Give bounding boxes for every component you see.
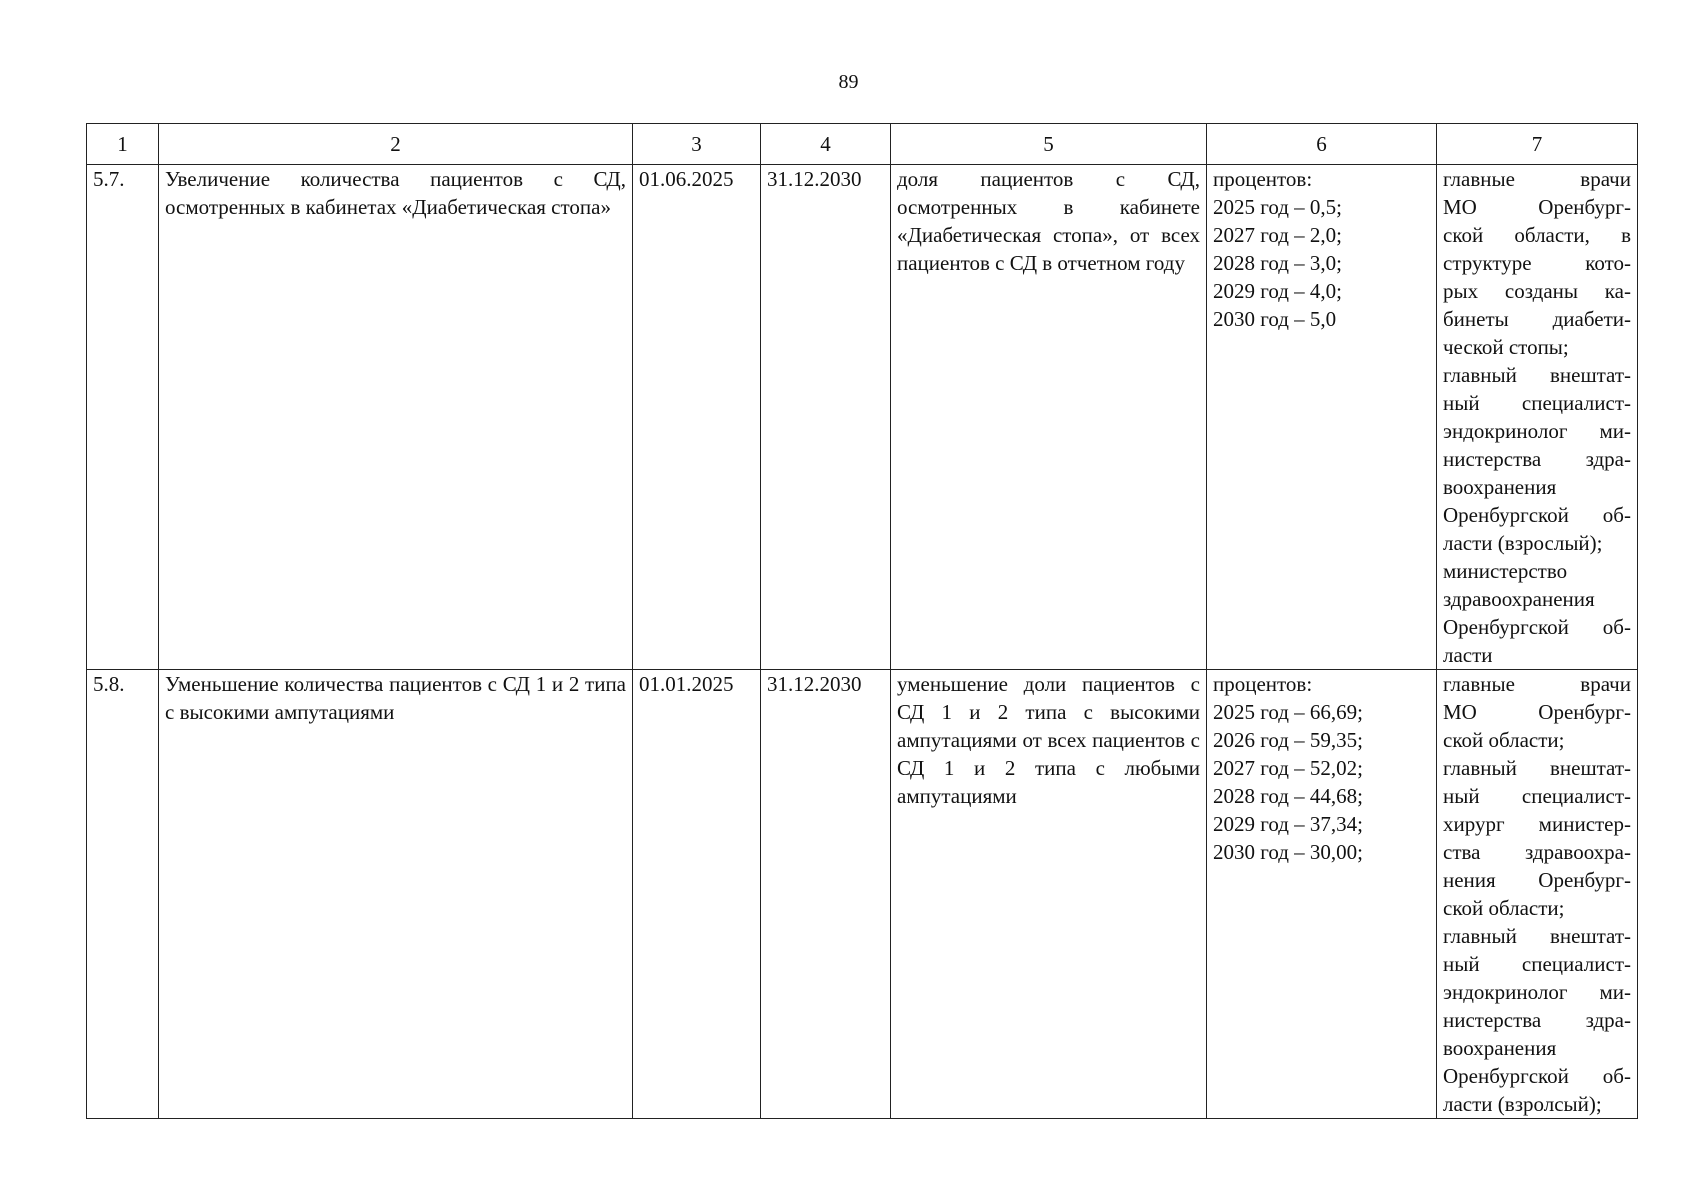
value-line: 2029 год – 37,34; [1213,812,1364,836]
column-header: 3 [633,124,761,165]
page-number: 89 [838,71,859,93]
responsible-line: главные врачи [1443,672,1631,696]
values-unit: процентов: [1213,167,1313,191]
responsible-line: ласти (взролсый); [1443,1092,1602,1116]
column-header: 5 [891,124,1207,165]
indicator-cell: уменьшение доли пациентов с СД 1 и 2 типа с высокими ампутациями от всех пациентов с СД 1 и 2 типа с любыми ампутациями [891,670,1207,1119]
column-header: 6 [1207,124,1437,165]
column-header: 7 [1437,124,1638,165]
responsible-line: нистерства здра- [1443,447,1631,471]
value-line: 2027 год – 2,0; [1213,223,1343,247]
responsible-line: главные врачи [1443,167,1631,191]
responsible-line: главный внештат- [1443,363,1631,387]
indicator-cell: доля пациентов с СД, осмотренных в кабинете «Диабетическая стопа», от всех пациентов с СД в отчетном году [891,165,1207,670]
activity-cell: Увеличение количества пациентов с СД, осмотренных в кабинетах «Диабетическая стопа» [159,165,633,670]
responsible-line: нения Оренбург- [1443,868,1631,892]
responsible-line: бинеты диабети- [1443,307,1631,331]
start-date-cell: 01.06.2025 [633,165,761,670]
responsible-line: МО Оренбург- [1443,700,1631,724]
activity-cell: Уменьшение количества пациентов с СД 1 и 2 типа с высокими ампутациями [159,670,633,1119]
responsible-line: воохранения [1443,1036,1557,1060]
column-header: 2 [159,124,633,165]
responsible-line: Оренбургской об- [1443,503,1631,527]
responsible-line: главный внештат- [1443,756,1631,780]
responsible-line: эндокринолог ми- [1443,980,1631,1004]
responsible-line: нистерства здра- [1443,1008,1631,1032]
table-row [87,670,1638,1119]
row-number: 5.8. [87,670,159,1119]
responsible-line: Оренбургской об- [1443,1064,1631,1088]
responsible-line: главный внештат- [1443,924,1631,948]
row-number: 5.7. [87,165,159,670]
end-date-cell: 31.12.2030 [761,165,891,670]
value-line: 2029 год – 4,0; [1213,279,1343,303]
target-values-cell [1207,165,1437,670]
table-row [87,165,1638,670]
end-date-cell: 31.12.2030 [761,670,891,1119]
value-line: 2030 год – 5,0 [1213,307,1337,331]
responsible-cell [1437,670,1638,1119]
responsible-line: ской области; [1443,728,1565,752]
responsible-line: воохранения [1443,475,1557,499]
responsible-line: структуре кото- [1443,251,1631,275]
responsible-line: ской области; [1443,896,1565,920]
responsible-line: ный специалист- [1443,784,1631,808]
responsible-line: Оренбургской об- [1443,615,1631,639]
responsible-line: ства здравоохра- [1443,840,1631,864]
target-values-cell [1207,670,1437,1119]
responsible-line: ласти [1443,643,1493,667]
responsible-line: ласти (взрослый); [1443,531,1603,555]
measures-table [86,123,1638,1119]
value-line: 2028 год – 44,68; [1213,784,1364,808]
responsible-line: ской области, в [1443,223,1631,247]
values-unit: процентов: [1213,672,1313,696]
value-line: 2028 год – 3,0; [1213,251,1343,275]
responsible-line: МО Оренбург- [1443,195,1631,219]
responsible-line: эндокринолог ми- [1443,419,1631,443]
responsible-line: ческой стопы; [1443,335,1569,359]
responsible-line: ный специалист- [1443,391,1631,415]
responsible-line: министерство [1443,559,1568,583]
responsible-line: рых созданы ка- [1443,279,1631,303]
value-line: 2025 год – 0,5; [1213,195,1343,219]
value-line: 2026 год – 59,35; [1213,728,1364,752]
responsible-line: ный специалист- [1443,952,1631,976]
column-number-header-row [87,124,1638,165]
value-line: 2025 год – 66,69; [1213,700,1364,724]
column-header: 1 [87,124,159,165]
responsible-cell [1437,165,1638,670]
value-line: 2027 год – 52,02; [1213,756,1364,780]
column-header: 4 [761,124,891,165]
responsible-line: здравоохранения [1443,587,1595,611]
start-date-cell: 01.01.2025 [633,670,761,1119]
value-line: 2030 год – 30,00; [1213,840,1364,864]
responsible-line: хирург министер- [1443,812,1631,836]
